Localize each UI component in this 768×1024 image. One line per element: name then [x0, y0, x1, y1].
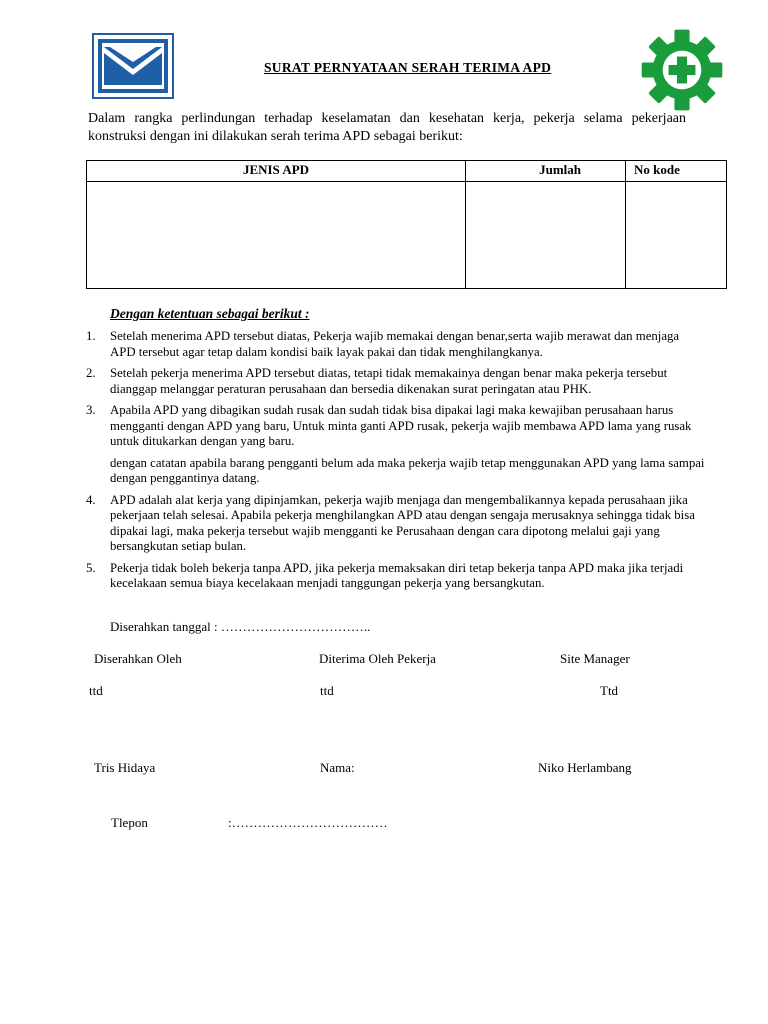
terms-heading: Dengan ketentuan sebagai berikut : [110, 306, 310, 321]
k3-gear-cross-icon [640, 28, 724, 112]
envelope-logo-icon [92, 33, 174, 99]
signature-site-manager: Ttd [600, 683, 619, 698]
list-item [86, 329, 706, 360]
header-jumlah: Jumlah [466, 161, 626, 182]
phone-label: Tlepon [111, 815, 148, 830]
list-item [86, 403, 706, 450]
signature-diserahkan: ttd [89, 683, 103, 698]
role-diserahkan-oleh: Diserahkan Oleh [94, 651, 182, 666]
apd-table [86, 160, 727, 289]
intro-paragraph: Dalam rangka perlindungan terhadap keselamatan dan kesehatan kerja, pekerja selama pekerjaan konstruksi dengan ini dilakukan serah terima APD sebagai berikut: [88, 111, 686, 144]
table-header-row [87, 161, 727, 182]
header-no-kode: No kode [626, 161, 727, 182]
cell-jenis-apd [87, 182, 466, 289]
table-row [87, 182, 727, 289]
list-item-text: Setelah menerima APD tersebut diatas, Pekerja wajib memakai dengan benar,serta wajib merawat dan menjaga APD tersebut agar tetap dalam kondisi baik layak pakai dan tidak menghilangkanya. [110, 329, 680, 359]
terms-list [86, 329, 706, 598]
cell-jumlah [466, 182, 626, 289]
role-site-manager: Site Manager [560, 651, 630, 666]
list-item-number: 2. [86, 366, 96, 380]
document-title: SURAT PERNYATAAN SERAH TERIMA APD [264, 60, 552, 75]
handover-date-label: Diserahkan tanggal : …………………………….. [110, 619, 371, 634]
list-item-text: APD adalah alat kerja yang dipinjamkan, pekerja wajib menjaga dan mengembalikannya kepada perusahaan jika pekerjaan telah selesai. Apabila pekerja menghilangkan APD atau dengan sengaja merusaknya sehingga tidak bisa dipakai lagi, maka pekerja tersebut wajib mengganti ke Perusahaan dengan cara dipotong melalui gaji yang bersangkutan setiap bulan. [110, 492, 695, 553]
cell-no-kode [626, 182, 727, 289]
list-item-number: 4. [86, 492, 96, 507]
list-item-note: dengan catatan apabila barang pengganti belum ada maka pekerja wajib tetap menggunakan APD yang lama sampai dengan penggantinya datang. [110, 455, 705, 485]
header-jenis-apd: JENIS APD [87, 161, 466, 182]
role-diterima-oleh-pekerja: Diterima Oleh Pekerja [319, 651, 436, 666]
list-item-text: Setelah pekerja menerima APD tersebut diatas, tetapi tidak memakainya dengan benar maka pekerja tersebut dianggap melanggar peraturan perusahaan dan bersedia dikenakan surat peringatan atau PHK. [110, 366, 668, 396]
list-item-number: 1. [86, 329, 96, 343]
list-item-text: Apabila APD yang dibagikan sudah rusak dan sudah tidak bisa dipakai lagi maka kewajiban perusahaan harus mengganti dengan APD yang baru, Untuk minta ganti APD rusak, pekerja wajib membawa APD lama yang rusak untuk ditukarkan dengan yang baru. [110, 403, 692, 448]
list-item-number: 3. [86, 403, 96, 417]
list-item-number: 5. [86, 560, 96, 575]
list-item [86, 366, 706, 397]
name-diserahkan: Tris Hidaya [94, 760, 156, 775]
list-item [86, 561, 706, 592]
name-diterima: Nama: [320, 760, 355, 775]
phone-value: :……………………………… [228, 815, 388, 830]
list-item [86, 493, 706, 555]
list-item-text: Pekerja tidak boleh bekerja tanpa APD, jika pekerja memaksakan diri tetap bekerja tanpa APD maka jika terjadi kecelakaan semua biaya kecelakaan menjadi tanggungan pekerja yang bersangkutan. [110, 560, 684, 590]
name-site-manager: Niko Herlambang [538, 760, 632, 775]
signature-diterima: ttd [320, 683, 334, 698]
